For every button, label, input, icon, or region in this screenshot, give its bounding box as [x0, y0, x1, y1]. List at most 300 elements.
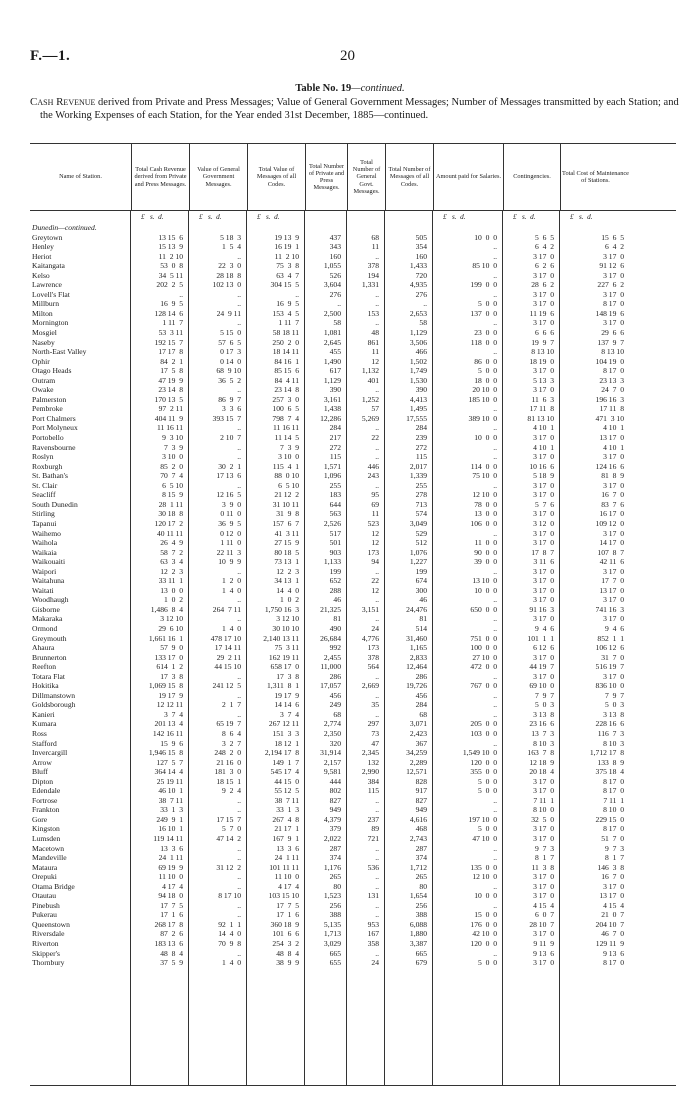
- cell-govt-value: ..: [237, 910, 241, 920]
- cell-total-cost: 5 0 3: [605, 700, 624, 710]
- cell-salaries: ..: [493, 423, 497, 433]
- table-row: [30, 261, 676, 271]
- cell-salaries: 13 10 0: [472, 576, 497, 586]
- cell-total-count: 4,413: [409, 394, 427, 404]
- cell-total-value: 19 13 9: [274, 232, 299, 242]
- cell-private-count: 665: [329, 948, 341, 958]
- cell-govt-count: 3,151: [361, 604, 379, 614]
- cell-govt-count: 721: [367, 834, 379, 843]
- cell-contingencies: 81 13 10: [527, 413, 554, 423]
- cell-station: Bluff: [32, 767, 48, 777]
- cell-total-value: 75 3 8: [276, 261, 299, 271]
- table-row: [30, 519, 676, 529]
- money-units-label: £ s. d.: [570, 213, 593, 221]
- cell-total-cost: 741 16 3: [595, 604, 624, 614]
- cell-private-count: 655: [329, 958, 341, 968]
- cell-total-count: 4,935: [409, 280, 427, 290]
- cell-private-count: 115: [329, 452, 341, 462]
- cell-contingencies: 3 17 0: [533, 776, 554, 786]
- cell-govt-value: 0 11 0: [220, 509, 241, 519]
- cell-contingencies: 3 17 0: [533, 585, 554, 595]
- cell-salaries: ..: [493, 442, 497, 452]
- cell-private-count: 388: [329, 910, 341, 920]
- money-units-label: £ s. d.: [513, 213, 536, 221]
- cell-govt-value: 44 15 10: [214, 662, 241, 672]
- cell-station: Tapanui: [32, 518, 57, 528]
- cell-govt-count: 5,269: [361, 413, 379, 423]
- cell-contingencies: 5 18 9: [533, 471, 554, 481]
- cell-total-count: 160: [415, 251, 427, 261]
- cell-contingencies: 28 6 2: [531, 280, 554, 290]
- cell-salaries: 767 0 0: [470, 681, 497, 691]
- table-row: [30, 395, 676, 405]
- cell-private-count: 80: [333, 881, 341, 891]
- cell-station: Otago Heads: [32, 366, 72, 376]
- cell-contingencies: 3 12 0: [533, 518, 554, 528]
- cell-govt-value: 241 12 5: [212, 681, 241, 691]
- cell-total-cost: 31 7 0: [601, 652, 624, 662]
- cell-govt-count: 2,345: [361, 748, 379, 758]
- cell-cash-revenue: 1,946 15 8: [148, 748, 183, 758]
- cell-total-cost: 124 16 6: [595, 461, 624, 471]
- cell-station: Ormond: [32, 623, 58, 633]
- table-row: [30, 958, 676, 968]
- cell-total-value: 80 18 5: [274, 547, 299, 557]
- cell-station: Otautau: [32, 891, 57, 901]
- cell-cash-revenue: 33 11 1: [158, 576, 183, 586]
- cell-govt-count: ..: [375, 872, 379, 882]
- cell-total-count: 272: [415, 442, 427, 452]
- cell-salaries: 12 10 0: [472, 872, 497, 882]
- cell-contingencies: 3 17 0: [533, 452, 554, 462]
- cell-salaries: 176 0 0: [470, 919, 497, 929]
- table-row: [30, 700, 676, 710]
- cell-total-count: 828: [415, 776, 427, 786]
- cell-private-count: 199: [329, 566, 341, 576]
- cell-govt-value: 5 15 0: [220, 328, 241, 338]
- cell-cash-revenue: 40 11 11: [156, 528, 183, 538]
- table-row: [30, 452, 676, 462]
- cell-contingencies: 11 6 3: [531, 394, 554, 404]
- cell-total-value: 31 10 11: [272, 499, 299, 509]
- cell-govt-value: ..: [237, 690, 241, 700]
- table-row: [30, 939, 676, 949]
- table-row: [30, 509, 676, 519]
- cell-cash-revenue: 53 0 8: [160, 261, 183, 271]
- table-row: [30, 872, 676, 882]
- cell-govt-value: ..: [237, 480, 241, 490]
- cell-govt-value: ..: [237, 452, 241, 462]
- cell-govt-value: ..: [237, 709, 241, 719]
- cell-govt-count: 237: [367, 814, 379, 824]
- cell-total-count: 512: [415, 538, 427, 548]
- cell-total-value: 88 0 10: [274, 471, 299, 481]
- table-row: [30, 624, 676, 634]
- cell-total-count: 34,259: [406, 748, 427, 758]
- cell-govt-value: 8 17 10: [218, 891, 241, 901]
- table-row: [30, 548, 676, 558]
- cell-total-cost: 4 10 1: [603, 442, 624, 452]
- cell-total-value: 162 19 11: [268, 652, 299, 662]
- cell-salaries: 42 10 0: [472, 929, 497, 939]
- cell-total-count: 466: [415, 347, 427, 357]
- cell-contingencies: 3 17 0: [533, 929, 554, 939]
- cell-cash-revenue: 8 15 9: [162, 490, 183, 500]
- cell-govt-value: 92 1 1: [218, 919, 241, 929]
- cell-private-count: 5,135: [323, 919, 341, 929]
- cell-cash-revenue: 53 3 11: [158, 328, 183, 338]
- cell-total-cost: 516 19 7: [595, 662, 624, 672]
- cell-private-count: 256: [329, 900, 341, 910]
- cell-station: Kingston: [32, 824, 60, 834]
- cell-total-value: 41 3 11: [274, 528, 299, 538]
- cell-contingencies: 23 16 6: [529, 719, 554, 729]
- cell-cash-revenue: 19 17 9: [158, 690, 183, 700]
- cell-govt-count: 12: [371, 528, 379, 538]
- table-row: [30, 462, 676, 472]
- description-text: derived from Private and Press Messages; Value of General Government Messages; Number of Messages transmitted by each Station; and the Working Expenses of each Station, for the Year ended 31st December, 1885—continued.: [40, 97, 679, 121]
- table-row: [30, 767, 676, 777]
- cell-govt-count: 69: [371, 499, 379, 509]
- cell-station: Palmerston: [32, 394, 67, 404]
- cell-total-cost: 17 7 0: [601, 576, 624, 586]
- cell-total-value: 304 15 5: [270, 280, 299, 290]
- cell-salaries: 10 0 0: [474, 433, 497, 443]
- cell-total-value: 6 5 10: [278, 480, 299, 490]
- cell-salaries: 650 0 0: [470, 604, 497, 614]
- cell-total-count: 354: [415, 242, 427, 252]
- cell-govt-count: 48: [371, 328, 379, 338]
- cell-govt-count: 12: [371, 585, 379, 595]
- cell-station: Seacliff: [32, 490, 56, 500]
- cell-total-cost: 17 11 8: [599, 404, 624, 414]
- cell-total-count: 256: [415, 900, 427, 910]
- cell-cash-revenue: 70 7 4: [160, 471, 183, 481]
- cell-govt-count: 378: [367, 652, 379, 662]
- cell-total-value: 19 17 9: [274, 690, 299, 700]
- table-row: [30, 385, 676, 395]
- cell-total-value: 12 2 3: [276, 566, 299, 576]
- cell-total-count: 6,088: [409, 919, 427, 929]
- cell-total-cost: 13 17 0: [599, 891, 624, 901]
- cell-total-value: 73 13 1: [274, 557, 299, 567]
- cell-salaries: ..: [493, 900, 497, 910]
- cell-contingencies: 18 19 0: [529, 356, 554, 366]
- header-contingencies: Contingencies.: [503, 144, 560, 210]
- cell-total-cost: 3 17 0: [603, 528, 624, 538]
- table-row: [30, 605, 676, 615]
- cell-govt-count: 167: [367, 929, 379, 939]
- cell-private-count: 17,057: [320, 681, 341, 691]
- cell-cash-revenue: 1,069 15 8: [148, 681, 183, 691]
- cell-station: Waikouaiti: [32, 557, 66, 567]
- cell-cash-revenue: 127 5 7: [156, 757, 183, 767]
- cell-total-cost: 83 7 6: [601, 499, 624, 509]
- cell-cash-revenue: 26 4 9: [160, 538, 183, 548]
- cell-station: Stirling: [32, 509, 55, 519]
- cell-contingencies: 20 18 4: [529, 767, 554, 777]
- cell-total-count: 1,749: [409, 366, 427, 376]
- cell-salaries: ..: [493, 623, 497, 633]
- cell-total-cost: 129 11 9: [595, 939, 624, 949]
- cell-govt-value: 22 3 0: [218, 261, 241, 271]
- cell-station: Henley: [32, 242, 54, 252]
- cell-govt-value: ..: [237, 423, 241, 433]
- cell-contingencies: 3 17 0: [533, 576, 554, 586]
- cell-station: Ross: [32, 728, 47, 738]
- header-govt-count: Total Number of General Govt. Messages.: [347, 144, 385, 210]
- table-row: [30, 796, 676, 806]
- cell-salaries: 5 0 0: [478, 776, 497, 786]
- cell-total-count: 1,129: [409, 328, 427, 338]
- cell-salaries: ..: [493, 738, 497, 748]
- cell-contingencies: 8 10 3: [533, 738, 554, 748]
- page-header: [0, 48, 700, 68]
- table-row: [30, 347, 676, 357]
- cell-total-count: 1,495: [409, 404, 427, 414]
- cell-govt-value: ..: [237, 900, 241, 910]
- cell-govt-count: 4,776: [361, 633, 379, 643]
- cell-govt-count: 89: [371, 824, 379, 834]
- cell-govt-count: ..: [375, 595, 379, 605]
- cell-salaries: 751 0 0: [470, 633, 497, 643]
- table-row: [30, 643, 676, 653]
- cell-private-count: 456: [329, 690, 341, 700]
- header-govt-value: Value of General Government Messages.: [189, 144, 247, 210]
- cell-contingencies: 17 11 8: [529, 404, 554, 414]
- cell-govt-value: 18 15 1: [216, 776, 241, 786]
- cell-salaries: 23 0 0: [474, 328, 497, 338]
- cell-private-count: 68: [333, 709, 341, 719]
- table-row: [30, 414, 676, 424]
- cell-total-value: 30 10 10: [272, 623, 299, 633]
- cell-total-cost: 7 11 1: [603, 795, 624, 805]
- cell-total-count: 827: [415, 795, 427, 805]
- cell-station: Frankton: [32, 805, 60, 815]
- cell-govt-count: 24: [371, 623, 379, 633]
- cell-private-count: 1,055: [323, 261, 341, 271]
- cell-total-cost: 106 12 6: [595, 643, 624, 653]
- cell-total-count: 3,387: [409, 939, 427, 949]
- cell-total-value: 21 17 1: [274, 824, 299, 834]
- cell-cash-revenue: 9 3 10: [162, 433, 183, 443]
- cell-salaries: ..: [493, 251, 497, 261]
- cell-govt-count: 2,990: [361, 767, 379, 777]
- cell-total-count: 3,049: [409, 518, 427, 528]
- cell-total-count: 456: [415, 690, 427, 700]
- cell-govt-value: ..: [237, 872, 241, 882]
- cell-private-count: 3,161: [323, 394, 341, 404]
- cell-govt-value: 70 9 8: [218, 939, 241, 949]
- cell-govt-value: ..: [237, 318, 241, 328]
- cell-contingencies: 7 9 7: [535, 690, 554, 700]
- cell-total-value: 48 8 4: [276, 948, 299, 958]
- cell-total-value: 103 15 10: [268, 891, 299, 901]
- cell-total-value: 11 14 5: [274, 433, 299, 443]
- cell-station: Riverton: [32, 939, 59, 949]
- cell-contingencies: 5 0 3: [535, 700, 554, 710]
- cell-govt-value: ..: [237, 251, 241, 261]
- table-row: [30, 318, 676, 328]
- cell-total-cost: 6 4 2: [605, 242, 624, 252]
- cell-salaries: 10 0 0: [474, 891, 497, 901]
- table-row: [30, 328, 676, 338]
- cell-govt-count: 861: [367, 337, 379, 347]
- cell-private-count: 320: [329, 738, 341, 748]
- cell-govt-value: 1 5 4: [222, 242, 241, 252]
- cell-station: Skipper's: [32, 948, 60, 958]
- cell-cash-revenue: 85 2 0: [160, 461, 183, 471]
- cell-salaries: 5 0 0: [478, 299, 497, 309]
- cell-station: Riversdale: [32, 929, 65, 939]
- cell-cash-revenue: 1 11 7: [162, 318, 183, 328]
- cell-cash-revenue: 1,486 8 4: [150, 604, 183, 614]
- cell-govt-value: 21 16 0: [216, 757, 241, 767]
- table-row: [30, 233, 676, 243]
- cell-total-cost: 3 17 0: [603, 318, 624, 328]
- cell-salaries: ..: [493, 270, 497, 280]
- cell-govt-count: ..: [375, 805, 379, 815]
- cell-cash-revenue: 13 3 6: [160, 843, 183, 853]
- cell-govt-value: 0 17 3: [220, 347, 241, 357]
- cell-station: Roslyn: [32, 452, 54, 462]
- cell-total-cost: 8 17 0: [603, 299, 624, 309]
- cell-salaries: 118 0 0: [470, 337, 497, 347]
- cell-private-count: 265: [329, 872, 341, 882]
- cell-govt-count: ..: [375, 709, 379, 719]
- cell-total-count: 2,289: [409, 757, 427, 767]
- cell-total-cost: 8 17 0: [603, 786, 624, 796]
- cell-cash-revenue: 15 9 6: [160, 738, 183, 748]
- cell-private-count: 4,379: [323, 814, 341, 824]
- cell-private-count: 437: [329, 232, 341, 242]
- cell-contingencies: 3 13 8: [533, 709, 554, 719]
- cell-salaries: 27 10 0: [472, 652, 497, 662]
- cell-contingencies: 3 17 0: [533, 289, 554, 299]
- cell-salaries: ..: [493, 853, 497, 863]
- cell-private-count: 379: [329, 824, 341, 834]
- table-row: [30, 681, 676, 691]
- table-description: [30, 96, 688, 122]
- cell-salaries: ..: [493, 805, 497, 815]
- cell-salaries: 85 10 0: [472, 261, 497, 271]
- cell-total-value: 18 14 11: [272, 347, 299, 357]
- cell-govt-value: 248 2 0: [214, 748, 241, 758]
- cell-cash-revenue: 17 7 5: [160, 900, 183, 910]
- table-row: [30, 299, 676, 309]
- cell-cash-revenue: 12 2 3: [160, 566, 183, 576]
- cell-total-count: 2,833: [409, 652, 427, 662]
- cell-cash-revenue: 97 2 11: [158, 404, 183, 414]
- cell-station: Kumara: [32, 719, 57, 729]
- cell-govt-value: 5 18 3: [220, 232, 241, 242]
- cell-private-count: 2,774: [323, 719, 341, 729]
- cell-station: Milton: [32, 308, 53, 318]
- cell-cash-revenue: 16 10 1: [158, 824, 183, 834]
- cell-salaries: 20 10 0: [472, 385, 497, 395]
- cell-govt-value: 57 6 5: [218, 337, 241, 347]
- cell-station: Woodhaugh: [32, 595, 69, 605]
- money-units-label: £ s. d.: [141, 213, 164, 221]
- table-row: [30, 758, 676, 768]
- cell-private-count: 46: [333, 595, 341, 605]
- table-row: [30, 710, 676, 720]
- cell-total-count: 720: [415, 270, 427, 280]
- cell-total-value: 3 10 0: [278, 452, 299, 462]
- cell-salaries: ..: [493, 795, 497, 805]
- cell-contingencies: 5 13 3: [533, 375, 554, 385]
- cell-station: North-East Valley: [32, 347, 87, 357]
- cell-govt-value: 2 1 7: [222, 700, 241, 710]
- cell-cash-revenue: 6 5 10: [162, 480, 183, 490]
- cell-private-count: 160: [329, 251, 341, 261]
- table-row: [30, 529, 676, 539]
- cell-total-count: 19,726: [406, 681, 427, 691]
- cell-total-value: 167 9 1: [272, 834, 299, 843]
- cell-station: Mornington: [32, 318, 69, 328]
- cell-govt-value: 1 11 0: [220, 538, 241, 548]
- cell-contingencies: 3 17 0: [533, 671, 554, 681]
- cell-total-count: 31,460: [406, 633, 427, 643]
- cell-govt-value: 10 9 9: [218, 557, 241, 567]
- cell-private-count: 288: [329, 585, 341, 595]
- cell-salaries: ..: [493, 614, 497, 624]
- table-row: [30, 338, 676, 348]
- cell-total-cost: 42 11 6: [599, 557, 624, 567]
- cell-govt-count: 358: [367, 939, 379, 949]
- cell-private-count: 802: [329, 786, 341, 796]
- cell-salaries: 5 0 0: [478, 366, 497, 376]
- cell-total-value: 34 13 1: [274, 576, 299, 586]
- cell-contingencies: 3 17 0: [533, 528, 554, 538]
- cell-govt-value: ..: [237, 948, 241, 958]
- cell-private-count: 3,604: [323, 280, 341, 290]
- cell-total-cost: 23 13 3: [599, 375, 624, 385]
- cell-station: Invercargill: [32, 748, 68, 758]
- cell-salaries: ..: [493, 881, 497, 891]
- cell-cash-revenue: 58 7 2: [160, 547, 183, 557]
- cell-govt-value: 8 6 4: [222, 728, 241, 738]
- cell-private-count: ..: [337, 299, 341, 309]
- cell-contingencies: 163 7 8: [527, 748, 554, 758]
- cell-station: Brunnerton: [32, 652, 67, 662]
- cell-total-cost: 836 10 0: [595, 681, 624, 691]
- table-row: [30, 844, 676, 854]
- cell-cash-revenue: 13 15 6: [158, 232, 183, 242]
- cell-govt-count: 24: [371, 958, 379, 968]
- cell-total-value: 27 15 9: [274, 538, 299, 548]
- cell-total-cost: 228 16 6: [595, 719, 624, 729]
- cell-private-count: 284: [329, 423, 341, 433]
- cell-total-count: 4,616: [409, 814, 427, 824]
- money-units-label: £ s. d.: [257, 213, 280, 221]
- cell-total-count: 199: [415, 566, 427, 576]
- cell-private-count: 276: [329, 289, 341, 299]
- cell-total-count: 917: [415, 786, 427, 796]
- cell-contingencies: 3 17 0: [533, 834, 554, 843]
- cell-salaries: 1,549 10 0: [462, 748, 497, 758]
- cell-cash-revenue: 17 1 6: [160, 910, 183, 920]
- cell-cash-revenue: 249 9 1: [156, 814, 183, 824]
- cell-station: Port Chalmers: [32, 413, 76, 423]
- table-row: [30, 672, 676, 682]
- cell-total-value: 267 12 11: [268, 719, 299, 729]
- cell-station: Waitati: [32, 585, 54, 595]
- cell-salaries: ..: [493, 347, 497, 357]
- cell-contingencies: 32 5 0: [531, 814, 554, 824]
- table-row: [30, 586, 676, 596]
- cell-govt-count: ..: [375, 480, 379, 490]
